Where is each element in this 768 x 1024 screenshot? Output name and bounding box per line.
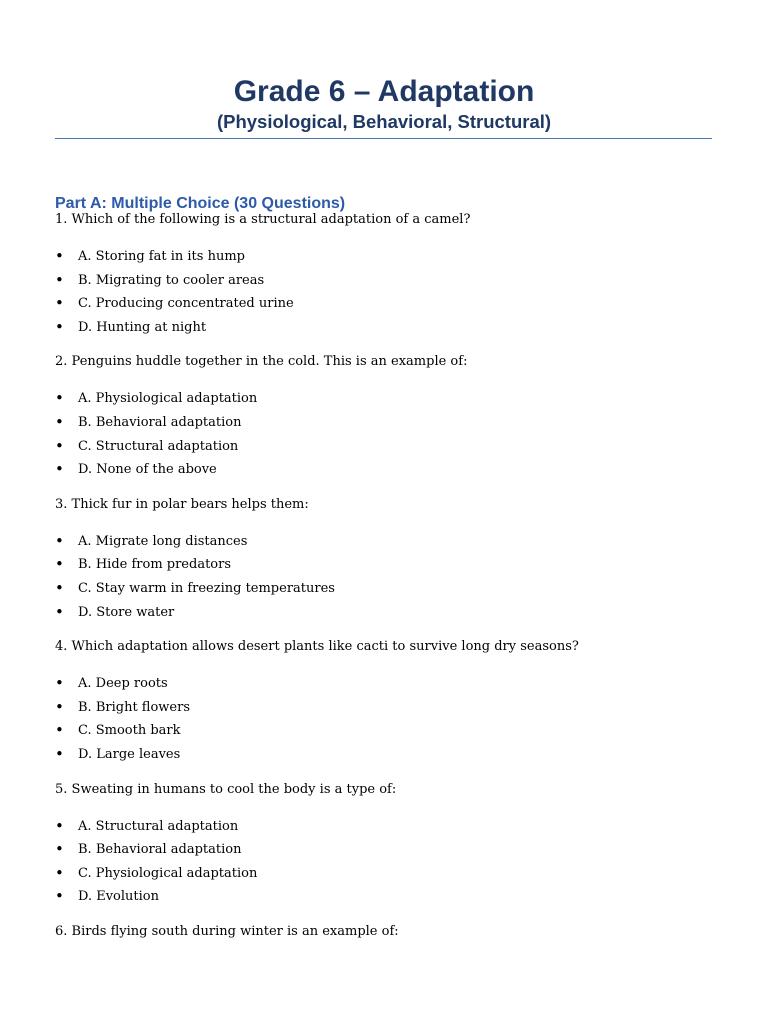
answer-option — [55, 245, 715, 269]
answer-option — [55, 553, 715, 577]
bullet-icon: • — [55, 270, 64, 289]
answer-option — [55, 530, 715, 554]
bullet-icon: • — [55, 247, 64, 265]
document-title: Grade 6 – Adaptation — [233, 75, 535, 109]
answer-option — [55, 885, 715, 909]
bullet-icon: • — [55, 674, 64, 693]
option-label: A. Deep roots — [78, 676, 168, 692]
question-6 — [55, 921, 715, 943]
answer-option — [55, 696, 715, 720]
bullet-icon: • — [55, 578, 64, 597]
document-subtitle: (Physiological, Behavioral, Structural) — [216, 111, 552, 132]
option-label: C. Stay warm in freezing temperatures — [78, 580, 335, 596]
option-label: D. Evolution — [78, 889, 159, 905]
bullet-icon: • — [55, 697, 64, 716]
option-label: A. Structural adaptation — [78, 818, 239, 834]
answer-options — [55, 530, 715, 624]
option-label: B. Behavioral adaptation — [78, 842, 242, 858]
question-5 — [55, 779, 715, 909]
answer-option — [55, 411, 715, 435]
question-text: 4. Which adaptation allows desert plants like cacti to survive long dry seasons? — [55, 639, 579, 655]
bullet-icon: • — [55, 816, 64, 835]
option-label: D. Hunting at night — [78, 319, 207, 335]
bullet-icon: • — [55, 863, 64, 882]
option-label: D. Large leaves — [78, 746, 181, 762]
answer-option — [55, 862, 715, 886]
question-2 — [55, 351, 715, 481]
option-label: B. Hide from predators — [78, 557, 232, 573]
answer-option — [55, 292, 715, 316]
option-label: B. Bright flowers — [78, 699, 190, 715]
bullet-icon: • — [55, 887, 64, 906]
option-label: D. Store water — [78, 604, 175, 620]
answer-option — [55, 815, 715, 839]
option-label: C. Producing concentrated urine — [78, 296, 294, 312]
question-4 — [55, 636, 715, 766]
option-label: A. Storing fat in its hump — [78, 249, 245, 264]
answer-option — [55, 601, 715, 625]
answer-option — [55, 577, 715, 601]
answer-option — [55, 743, 715, 767]
answer-option — [55, 387, 715, 411]
answer-option — [55, 458, 715, 482]
option-label: C. Physiological adaptation — [78, 865, 258, 881]
option-label: A. Physiological adaptation — [78, 391, 258, 407]
answer-option — [55, 269, 715, 293]
bullet-icon: • — [55, 555, 64, 574]
question-3 — [55, 494, 715, 624]
question-text: 5. Sweating in humans to cool the body is a type of: — [55, 781, 397, 797]
bullet-icon: • — [55, 721, 64, 740]
part-a-heading: Part A: Multiple Choice (30 Questions) — [55, 195, 346, 213]
answer-options — [55, 815, 715, 909]
option-label: C. Smooth bark — [78, 723, 181, 739]
bullet-icon: • — [55, 317, 64, 336]
bullet-icon: • — [55, 744, 64, 763]
answer-option — [55, 838, 715, 862]
option-label: B. Behavioral adaptation — [78, 414, 242, 430]
bullet-icon: • — [55, 389, 64, 408]
question-text: 2. Penguins huddle together in the cold. This is an example of: — [55, 354, 468, 370]
bullet-icon: • — [55, 294, 64, 313]
option-label: B. Migrating to cooler areas — [78, 272, 265, 288]
bullet-icon: • — [55, 840, 64, 859]
question-1 — [55, 209, 715, 339]
answer-options — [55, 387, 715, 481]
question-text: 6. Birds flying south during winter is an example of: — [55, 923, 399, 939]
bullet-icon: • — [55, 531, 64, 550]
bullet-icon: • — [55, 460, 64, 479]
question-list — [55, 209, 715, 957]
answer-option — [55, 672, 715, 696]
question-text: 1. Which of the following is a structural adaptation of a camel? — [55, 212, 471, 227]
answer-options — [55, 672, 715, 766]
answer-option — [55, 316, 715, 340]
answer-option — [55, 719, 715, 743]
bullet-icon: • — [55, 436, 64, 455]
option-label: C. Structural adaptation — [78, 438, 239, 454]
bullet-icon: • — [55, 602, 64, 621]
answer-option — [55, 435, 715, 459]
title-divider — [55, 138, 712, 139]
question-text: 3. Thick fur in polar bears helps them: — [55, 496, 309, 512]
option-label: D. None of the above — [78, 462, 217, 478]
bullet-icon: • — [55, 412, 64, 431]
option-label: A. Migrate long distances — [78, 533, 248, 549]
answer-options — [55, 245, 715, 339]
